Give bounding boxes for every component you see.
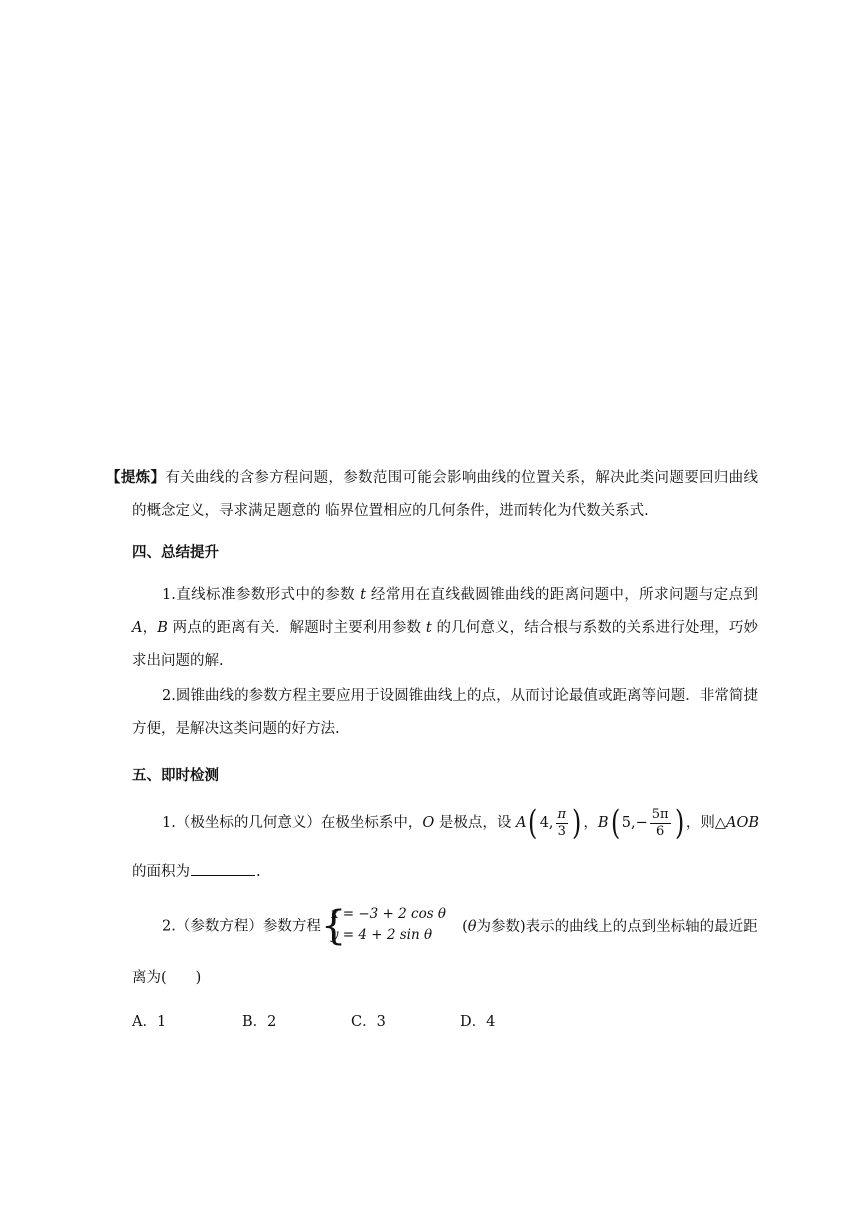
question-2-line-2: 离为( ) [132,970,202,986]
option-b[interactable]: B．2 [242,1014,277,1030]
fraction-numerator: 5π [651,806,669,822]
variable-theta: θ [467,918,477,935]
point-B-label: B [597,815,609,831]
tilian-paragraph [106,462,759,528]
fraction-denominator: 3 [557,823,566,839]
question-1-text: ， [583,815,598,831]
point-B-angle [650,807,671,840]
variable-t: t [360,587,366,603]
point-B-radius: 5,− [621,815,648,831]
question-1-line-2 [132,860,261,881]
question-2-suffix: 为参数)表示的曲线上的点到坐标轴的最近距 [476,918,758,935]
paren-close: ) [674,803,684,843]
equation-x: x = −3 + 2 cos θ [330,906,447,922]
triangle-AOB-label: AOB [726,815,760,831]
variable-t: t [425,620,432,636]
summary-item-1-text: 1.直线标准参数形式中的参数 [162,587,361,603]
summary-item-1-text: ， [142,620,158,636]
question-1-text: 的面积为 [132,864,190,880]
variable-O: O [422,815,435,831]
summary-item-1-text: 经常用在直线截圆锥曲线的距离问题中，所求问题与定点到 [365,587,758,603]
option-a[interactable]: A．1 [132,1014,167,1030]
summary-item-1 [132,579,758,678]
question-2-text [462,919,758,935]
paren-open: ( [528,803,538,843]
paren-open: ( [462,918,468,935]
question-1-line-1 [162,803,760,843]
point-A-radius: 4, [539,815,554,831]
question-1-text: . [256,864,261,880]
summary-item-1-text: 两点的距离有关．解题时主要利用参数 [167,620,426,636]
point-A-angle [556,807,569,840]
summary-item-2: 2.圆锥曲线的参数方程主要应用于设圆锥曲线上的点，从而讨论最值或距离等问题．非常简捷方便，是解决这类问题的好方法. [132,688,758,737]
fraction-numerator: π [557,806,567,822]
section-heading-quiz: 五、即时检测 [132,768,219,784]
question-2-prefix: 2.（参数方程）参数方程 [162,918,321,935]
point-A-label: A [515,815,527,831]
question-1-text: 是极点，设 [434,815,516,831]
tilian-text: 有关曲线的含参方程问题，参数范围可能会影响曲线的位置关系，解决此类问题要回归曲线的概念定义，寻求满足题意的 临界位置相应的几何条件，进而转化为代数关系式. [132,470,759,519]
option-c[interactable]: C．3 [351,1014,386,1030]
equation-system [320,903,447,949]
question-1-text: ，则△ [685,815,727,831]
section-heading-summary: 四、总结提升 [132,545,219,561]
variable-A: A [132,620,143,636]
tilian-label: 【提炼】 [106,470,166,486]
question-2-line-1 [162,903,758,949]
variable-B: B [157,620,168,636]
question-1-prefix: 1.（极坐标的几何意义）在极坐标系中， [162,815,423,831]
fraction-denominator: 6 [656,823,665,839]
brace-icon: { [320,903,347,949]
answer-blank[interactable] [191,861,255,876]
summary-item-1-text: 的几何意义，结合根与系数的关系进行处理，巧妙求出问题的解. [132,620,759,669]
paren-close: ) [572,803,582,843]
paren-open: ( [610,803,620,843]
option-d[interactable]: D．4 [460,1014,496,1030]
equation-y: y = 4 + 2 sin θ [330,927,433,943]
